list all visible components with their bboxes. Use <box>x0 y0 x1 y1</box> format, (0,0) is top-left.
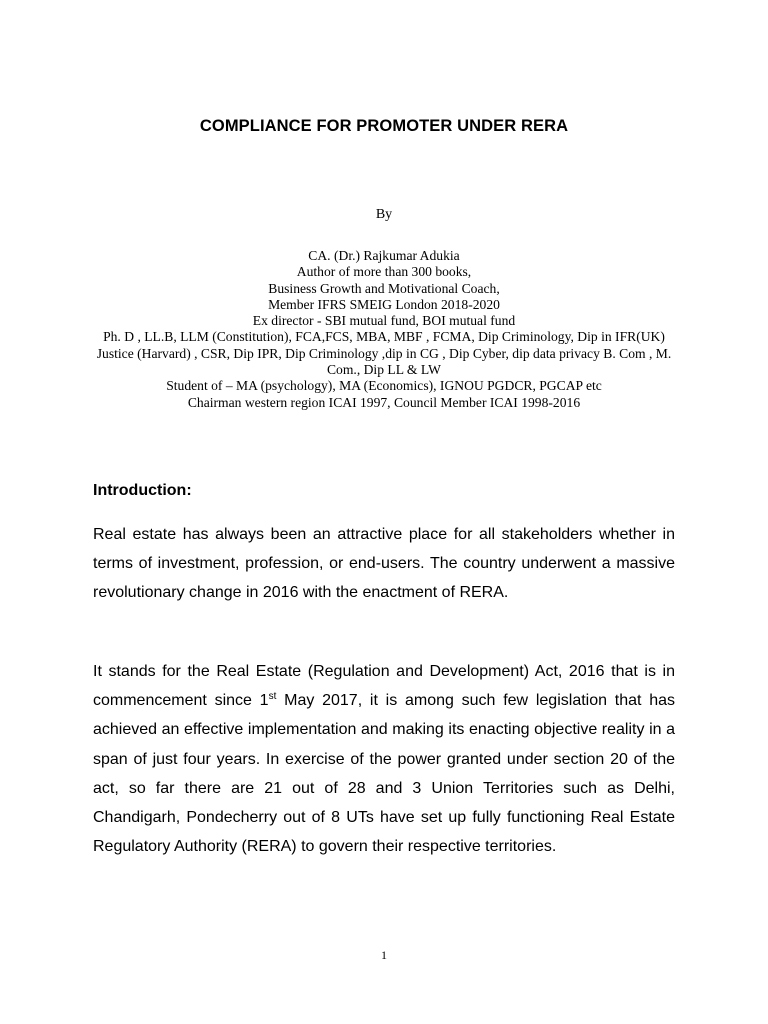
author-books: Author of more than 300 books, <box>296 264 472 280</box>
author-qualifications: Ph. D , LL.B, LLM (Constitution), FCA,FCS, MBA, MBF , FCMA, Dip Criminology, Dip in IFR(UK) Justice (Harvard) , CSR, Dip IPR, Dip Criminology ,dip in CG , Dip Cyber, dip data privacy B. Com , M. Com., Dip LL & LW <box>96 329 672 378</box>
author-student: Student of – MA (psychology), MA (Economics), IGNOU PGDCR, PGCAP etc <box>166 378 602 394</box>
author-chairman: Chairman western region ICAI 1997, Council Member ICAI 1998-2016 <box>187 394 581 410</box>
author-block <box>88 248 680 411</box>
introduction-heading: Introduction: <box>93 482 192 499</box>
paragraph-2-part-2: May 2017, it is among such few legislation that has achieved an effective implementation and making its enacting objective reality in a span of just four years. In exercise of the power granted under section 20 of the act, so far there are 21 out of 28 and 3 Union Territories such as Delhi, Chandigarh, Pondecherry out of 8 UTs have set up fully functioning Real Estate Regulatory Authority (RERA) to govern their respective territories. <box>93 692 676 856</box>
paragraph-2 <box>93 657 675 861</box>
author-ex-director: Ex director - SBI mutual fund, BOI mutual fund <box>252 313 516 329</box>
page-number: 1 <box>381 948 387 962</box>
document-title: COMPLIANCE FOR PROMOTER UNDER RERA <box>199 117 569 135</box>
paragraph-2-part-1: It stands for the Real Estate (Regulation and Development) Act, 2016 that is in commencement since 1 <box>93 663 675 710</box>
author-name: CA. (Dr.) Rajkumar Adukia <box>308 248 460 263</box>
ordinal-superscript: st <box>268 691 277 703</box>
author-coach: Business Growth and Motivational Coach, <box>268 280 500 296</box>
by-label: By <box>375 207 393 222</box>
author-member: Member IFRS SMEIG London 2018-2020 <box>268 296 500 312</box>
paragraph-1: Real estate has always been an attractive place for all stakeholders whether in terms of investment, profession, or end-users. The country underwent a massive revolutionary change in 2016 with the enactment of RERA. <box>93 526 675 602</box>
